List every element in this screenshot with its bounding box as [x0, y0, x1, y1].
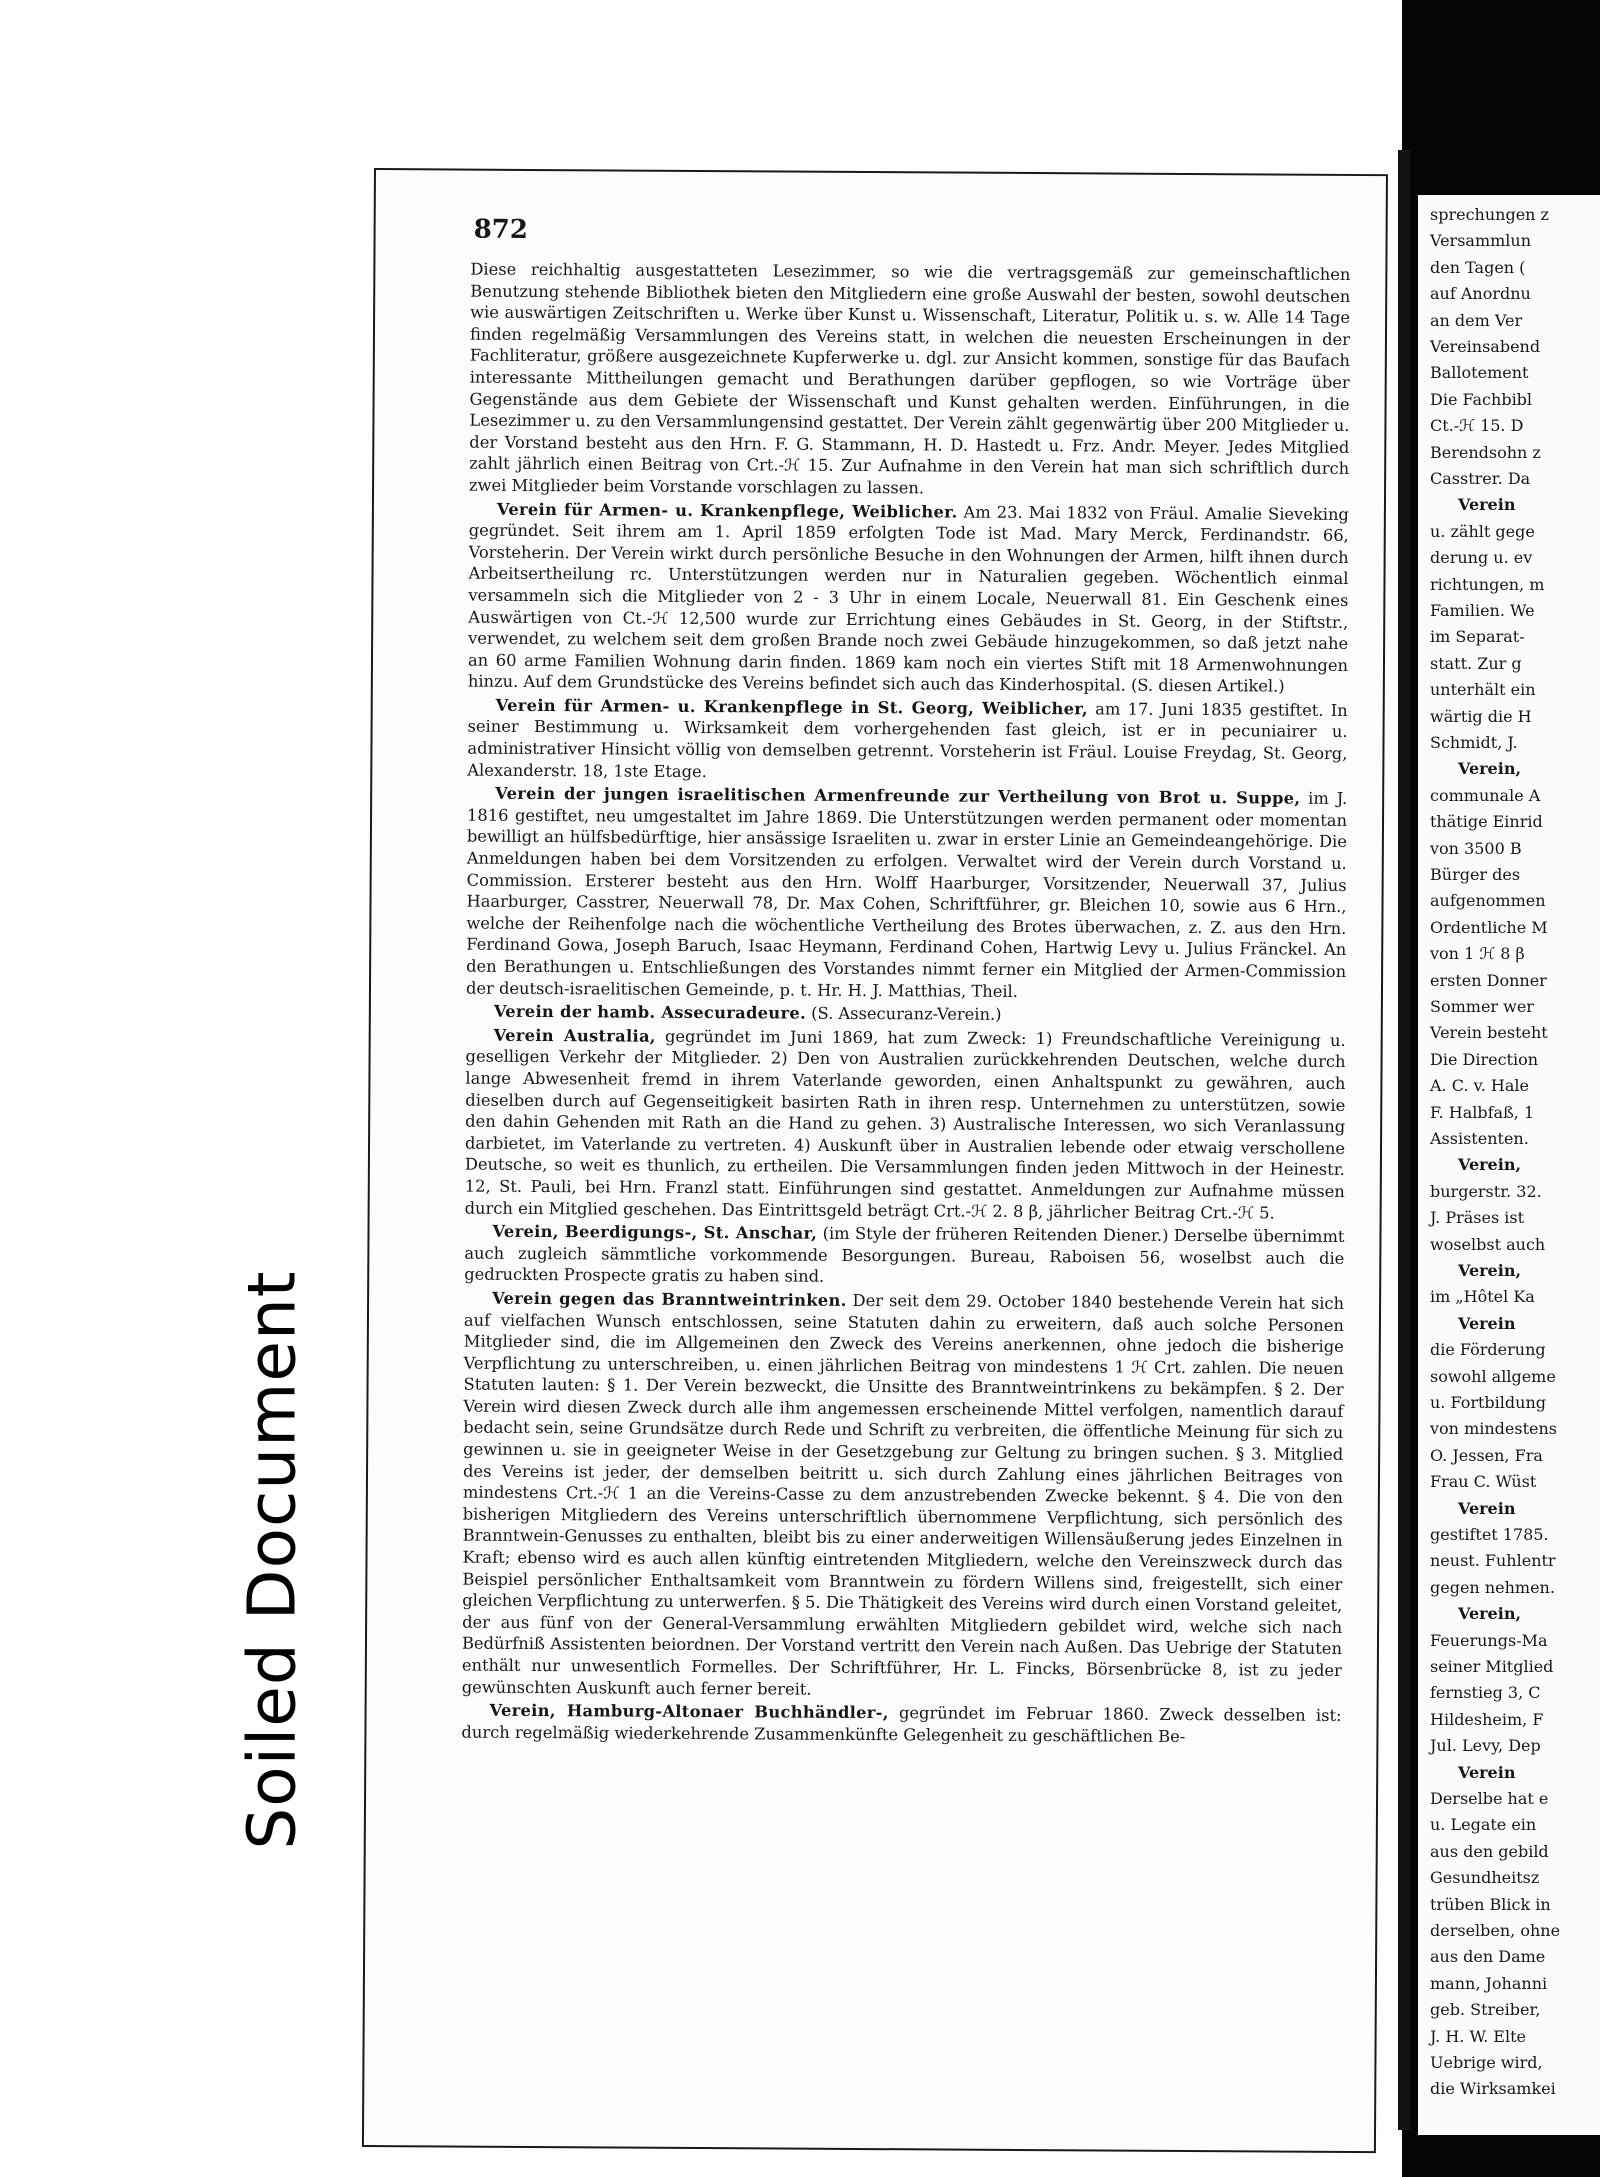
fragment-line: Verein	[1458, 1498, 1516, 1518]
fragment-line: Casstrer. Da	[1430, 469, 1531, 488]
fragment-line: sprechungen z	[1430, 205, 1549, 224]
paragraph	[462, 1287, 1344, 1703]
fragment-line: statt. Zur g	[1430, 653, 1522, 673]
paragraph	[469, 259, 1350, 502]
fragment-line: richtungen, m	[1430, 574, 1545, 594]
fragment-line: aus den gebild	[1430, 1841, 1549, 1861]
fragment-line: Ballotement	[1430, 363, 1529, 383]
entry-heading: Verein gegen das Branntweintrinken.	[492, 1288, 847, 1310]
entry-text: im J. 1816 gestiftet, neu umgestaltet im Jahre 1869. Die Unterstützungen werden permanent oder momentan bewilligt an hülfsbedürftige, hier ansässige Israeliten u. zwar in erster Linie an Gemeindeangehörige. Die Anmeldungen haben bei dem Vorsitzenden zu erfolgen. Verwaltet wird der Verein durch Vorstand u. Commission. Ersterer besteht aus den Hrn. Wolff Haarburger, Vorsitzender, Neuerwall 37, Julius Haarburger, Casstrer, Neuerwall 78, Dr. Max Cohen, Schriftführer, gr. Bleichen 10, sowie aus 6 Hrn., welche der Reihenfolge nach die wöchentliche Vertheilung des Brotes überwachen, z. Z. aus den Hrn. Ferdinand Gowa, Joseph Baruch, Isaac Heymann, Ferdinand Cohen, Hartwig Levy u. Julius Fränckel. An den Berathungen u. Entschließungen des Vorstandes nimmt ferner ein Mitglied der Armen-Commission der deutsch-israelitischen Gemeinde, p. t. Hr. H. J. Matthias, Theil.	[465, 788, 1348, 1001]
fragment-line: mann, Johanni	[1430, 1973, 1548, 1993]
entry-text: (im Style der früheren Reitenden Diener.) Derselbe übernimmt auch zugleich sämmtliche vorkommende Besorgungen. Bureau, Raboisen 56, woselbst auch die gedruckten Prospecte gratis zu haben sind.	[464, 1223, 1345, 1287]
side-label-text: Soiled Document	[233, 1270, 311, 1850]
entry-text: (S. Assecuranz-Verein.)	[811, 1003, 1002, 1025]
fragment-line: F. Halbfaß, 1	[1430, 1102, 1535, 1122]
fragment-line: den Tagen (	[1430, 257, 1526, 277]
fragment-line: Frau C. Wüst	[1430, 1472, 1537, 1492]
paragraph	[466, 1001, 1346, 1028]
fragment-line: communale A	[1430, 785, 1541, 805]
entry-heading: Verein der jungen israelitischen Armenfreunde zur Vertheilung von Brot u. Suppe,	[495, 784, 1301, 808]
fragment-line: woselbst auch	[1430, 1234, 1546, 1254]
entry-text: gegründet im Februar 1860. Zweck desselben ist: durch regelmäßig wiederkehrende Zusammenkünfte Gelegenheit zu geschäftlichen Be-	[461, 1703, 1342, 1746]
fragment-line: burgerstr. 32.	[1430, 1181, 1542, 1201]
fragment-line: neust. Fuhlentr	[1430, 1551, 1556, 1571]
fragment-line: Verein,	[1458, 759, 1522, 779]
fragment-line: Uebrige wird,	[1430, 2053, 1543, 2072]
fragment-line: auf Anordnu	[1430, 284, 1531, 304]
fragment-line: Bürger des	[1430, 865, 1521, 884]
fragment-line: unterhält ein	[1430, 680, 1536, 700]
fragment-line: Berendsohn z	[1430, 442, 1541, 462]
fragment-line: u. Fortbildung	[1430, 1393, 1546, 1412]
entry-text: gegründet im Juni 1869, hat zum Zweck: 1) Freundschaftliche Vereinigung u. geselligen Verkehr der Mitglieder. 2) Den von Australien zurückkehrenden Deutschen, welche durch lange Abwesenheit fremd in ihrem Vaterlande geworden, einen Anhaltspunkt zu gewähren, auch dieselben durch auf Gegenseitigkeit basirten Rath in ihren resp. Unternehmen zu unterstützen, sowie den dahin Gehenden mit Rath an die Hand zu gehen. 3) Australische Interessen, wo sich Veranlassung darbietet, im Vaterlande zu vertreten. 4) Auskunft über in Australien lebende oder etwaig verschollene Deutsche, so weit es thunlich, zu ertheilen. Die Versammlungen finden jeden Mittwoch in der Heinestr. 12, St. Pauli, bei Hrn. Franzl statt. Einführungen sind gestattet. Anmeldungen zur Aufnahme müssen durch ein Mitglied geschehen. Das Eintrittsgeld beträgt Crt.-ℋ 2. 8 β, jährlicher Beitrag Crt.-ℋ 5.	[464, 1026, 1346, 1223]
entry-text: Am 23. Mai 1832 von Fräul. Amalie Sieveking gegründet. Seit ihrem am 1. April 1859 erfolgten Tode ist Mad. Mary Merck, Ferdinandstr. 66, Vorsteherin. Der Verein wirkt durch persönliche Besuche in den Wohnungen der Armen, hilft ihnen durch Arbeitsertheilung rc. Unterstützungen werden nur in Naturalien gegeben. Wöchentlich einmal versammeln sich die Mitglieder von 2 - 3 Uhr in einem Locale, Neuerwall 81. Ein Geschenk eines Auswärtigen von Ct.-ℋ 12,500 wurde zur Errichtung eines Gebäudes in St. Georg, in der Stiftstr., verwendet, zu welchem seit dem großen Brande noch zwei Gebäude hinzugekommen, so daß jetzt nahe an 60 arme Familien Wohnung darin finden. 1869 kam noch ein viertes Stift mit 18 Armenwohnungen hinzu. Auf dem Grundstücke des Vereins befindet sich auch das Kinderhospital. (S. diesen Artikel.)	[467, 502, 1349, 696]
fragment-line: gegen nehmen.	[1430, 1577, 1555, 1597]
adjacent-page-fragment	[1418, 195, 1600, 2135]
fragment-line: Ct.-ℋ 15. D	[1430, 416, 1524, 436]
paragraph	[468, 498, 1349, 698]
entry-heading: Verein, Beerdigungs-, St. Anschar,	[492, 1221, 818, 1243]
fragment-line: aus den Dame	[1430, 1947, 1546, 1967]
fragment-line: Jul. Levy, Dep	[1430, 1736, 1541, 1756]
fragment-line: fernstieg 3, C	[1430, 1683, 1541, 1703]
fragment-line: trüben Blick in	[1430, 1894, 1551, 1914]
fragment-line: Verein	[1458, 1762, 1516, 1782]
entry-heading: Verein für Armen- u. Krankenpflege, Weiblicher.	[496, 499, 958, 522]
fragment-line: sowohl allgeme	[1430, 1366, 1556, 1386]
fragment-line: Hildesheim, F	[1430, 1709, 1544, 1729]
paragraph	[466, 783, 1347, 1004]
fragment-line: wärtig die H	[1430, 706, 1532, 726]
fragment-line: Verein,	[1458, 1604, 1522, 1624]
fragment-line: im „Hôtel Ka	[1430, 1287, 1535, 1307]
fragment-line: J. Präses ist	[1430, 1208, 1525, 1228]
fragment-line: seiner Mitglied	[1430, 1657, 1554, 1676]
fragment-line: J. H. W. Elte	[1430, 2026, 1526, 2046]
fragment-line: Assistenten.	[1430, 1129, 1529, 1148]
side-label	[212, 1200, 332, 1920]
entry-text: Diese reichhaltig ausgestatteten Lesezimmer, so wie die vertragsgemäß zur gemeinschaftlichen Benutzung stehende Bibliothek bieten den Mitgliedern eine große Auswahl der besten, sowohl deutschen wie auswärtigen Zeitschriften u. Werke über Kunst u. Wissenschaft, Literatur, Politik u. s. w. Alle 14 Tage finden regelmäßig Versammlungen des Vereins statt, in welchen die neuesten Erscheinungen in der Fachliteratur, größere ausgezeichnete Kupferwerke u. dgl. zur Ansicht kommen, sonstige für das Baufach interessante Mittheilungen gemacht und Berathungen darüber gepflogen, so wie Vorträge über Gegenstände aus dem Gebiete der Wissenschaft und Kunst gehalten werden. Einführungen, in die Lesezimmer u. zu den Versammlungensind gestattet. Der Verein zählt gegenwärtig über 200 Mitglieder u. der Vorstand besteht aus den Hrn. F. G. Stammann, H. D. Hastedt u. Frz. Andr. Meyer. Jedes Mitglied zahlt jährlich einen Beitrag von Crt.-ℋ 15. Zur Aufnahme in den Verein hat man sich schriftlich durch zwei Mitglieder beim Vorstande vorschlagen zu lassen.	[469, 259, 1351, 498]
fragment-line: Verein besteht	[1430, 1023, 1548, 1043]
fragment-line: von 3500 B	[1430, 838, 1522, 858]
fragment-line: gestiftet 1785.	[1430, 1525, 1549, 1544]
fragment-line: thätige Einrid	[1430, 812, 1543, 832]
fragment-line: u. Legate ein	[1430, 1815, 1537, 1835]
fragment-line: Derselbe hat e	[1430, 1789, 1549, 1808]
fragment-line: geb. Streiber,	[1430, 2000, 1541, 2020]
fragment-line: im Separat-	[1430, 627, 1525, 647]
fragment-line: Vereinsabend	[1430, 337, 1541, 356]
paragraph	[467, 694, 1348, 786]
fragment-line: derselben, ohne	[1430, 1921, 1561, 1940]
fragment-line: u. zählt gege	[1430, 521, 1535, 541]
entry-heading: Verein, Hamburg-Altonaer Buchhändler-,	[489, 1700, 889, 1723]
paragraph	[464, 1221, 1344, 1291]
entry-heading: Verein für Armen- u. Krankenpflege in St. Georg, Weiblicher,	[495, 695, 1089, 719]
paragraph	[465, 1024, 1346, 1224]
fragment-line: Ordentliche M	[1430, 917, 1548, 937]
fragment-line: Die Fachbibl	[1430, 389, 1533, 409]
fragment-line: an dem Ver	[1430, 310, 1523, 330]
fragment-line: von mindestens	[1430, 1419, 1557, 1439]
entry-heading: Verein Australia,	[493, 1025, 656, 1046]
fragment-line: aufgenommen	[1430, 891, 1546, 911]
page-number: 872	[473, 214, 528, 245]
document-page	[362, 168, 1388, 2153]
paragraph	[461, 1700, 1341, 1749]
fragment-line: Verein,	[1458, 1261, 1522, 1280]
fragment-line: A. C. v. Hale	[1430, 1076, 1529, 1096]
fragment-line: O. Jessen, Fra	[1430, 1445, 1543, 1465]
fragment-line: ersten Donner	[1430, 970, 1547, 990]
entry-text: Der seit dem 29. October 1840 bestehende Verein hat sich auf vielfachen Wunsch entschlossen, seine Statuten dahin zu erweitern, daß auch solche Personen Mitglieder sind, die im Allgemeinen den Zweck des Vereins anerkennen, ohne jedoch die bisherige Verpflichtung zu unterschreiben, u. einen jährlichen Beitrag von mindestens 1 ℋ Crt. zahlen. Die neuen Statuten lauten: § 1. Der Verein bezweckt, die Unsitte des Branntweintrinkens zu bekämpfen. § 2. Der Verein wird diesen Zweck durch alle ihm angemessen erscheinende Mittel verfolgen, namentlich darauf bedacht sein, seine Grundsätze durch Rede und Schrift zu verbreiten, die öffentliche Meinung für sich zu gewinnen u. sie in geeigneter Weise in der Gesetzgebung zur Geltung zu bringen suchen. § 3. Mitglied des Vereins ist jeder, der demselben beitritt u. sich durch Zahlung eines jährlichen Beitrages von mindestens Crt.-ℋ 1 an die Vereins-Casse zu dem anzustrebenden Zwecke bekennt. § 4. Die von den bisherigen Mitgliedern des Vereins unterschriftlich übernommene Verpflichtung, sich persönlich des Branntwein-Genusses zu enthalten, bleibt bis zu einer anderweitigen Willensäußerung jedes Einzelnen in Kraft; ebenso wird es auch allen künftig eintretenden Mitgliedern, welche den Vereinszweck durch das Beispiel persönlicher Enthaltsamkeit vom Branntwein zu fördern Willens sind, freigestellt, sich einer gleichen Verpflichtung zu unterwerfen. § 5. Die Thätigkeit des Vereins wird durch einen Vorstand geleitet, der aus fünf von der General-Versammlung erwählten Mitgliedern gebildet wird, welche sich nach Bedürfniß Assistenten beiordnen. Der Vorstand vertritt den Verein nach Außen. Das Uebrige der Statuten enthält nur unwesentlich Formelles. Der Schriftführer, Hr. L. Fincks, Börsenbrücke 8, ist zu jeder gewünschten Auskunft auch ferner bereit.	[461, 1290, 1345, 1699]
fragment-line: Gesundheitsz	[1430, 1868, 1540, 1888]
fragment-line: Schmidt, J.	[1430, 733, 1518, 752]
fragment-line: Sommer wer	[1430, 997, 1534, 1016]
fragment-line: die Wirksamkei	[1430, 2079, 1556, 2099]
fragment-line: die Förderung	[1430, 1340, 1546, 1360]
entry-text: am 17. Juni 1835 gestiftet. In seiner Bestimmung u. Wirksamkeit dem vorhergehenden fast gleich, ist er in pecuniairer u. administrativer Hinsicht völlig von demselben getrennt. Vorsteherin ist Fräul. Louise Freydag, St. Georg, Alexanderstr. 18, 1ste Etage.	[467, 699, 1348, 781]
fragment-line: Feuerungs-Ma	[1430, 1630, 1548, 1650]
fragment-line: von 1 ℋ 8 β	[1430, 944, 1525, 964]
fragment-line: Versammlun	[1430, 231, 1532, 251]
fragment-line: derung u. ev	[1430, 548, 1533, 568]
fragment-line: Die Direction	[1430, 1049, 1539, 1069]
fragment-line: Verein	[1458, 1313, 1516, 1333]
fragment-line: Familien. We	[1430, 601, 1535, 620]
page-text	[461, 259, 1350, 1751]
fragment-line: Verein,	[1458, 1155, 1522, 1175]
fragment-line: Verein	[1458, 495, 1516, 515]
entry-heading: Verein der hamb. Assecuradeure.	[493, 1001, 807, 1023]
page-gutter	[1398, 150, 1410, 2130]
